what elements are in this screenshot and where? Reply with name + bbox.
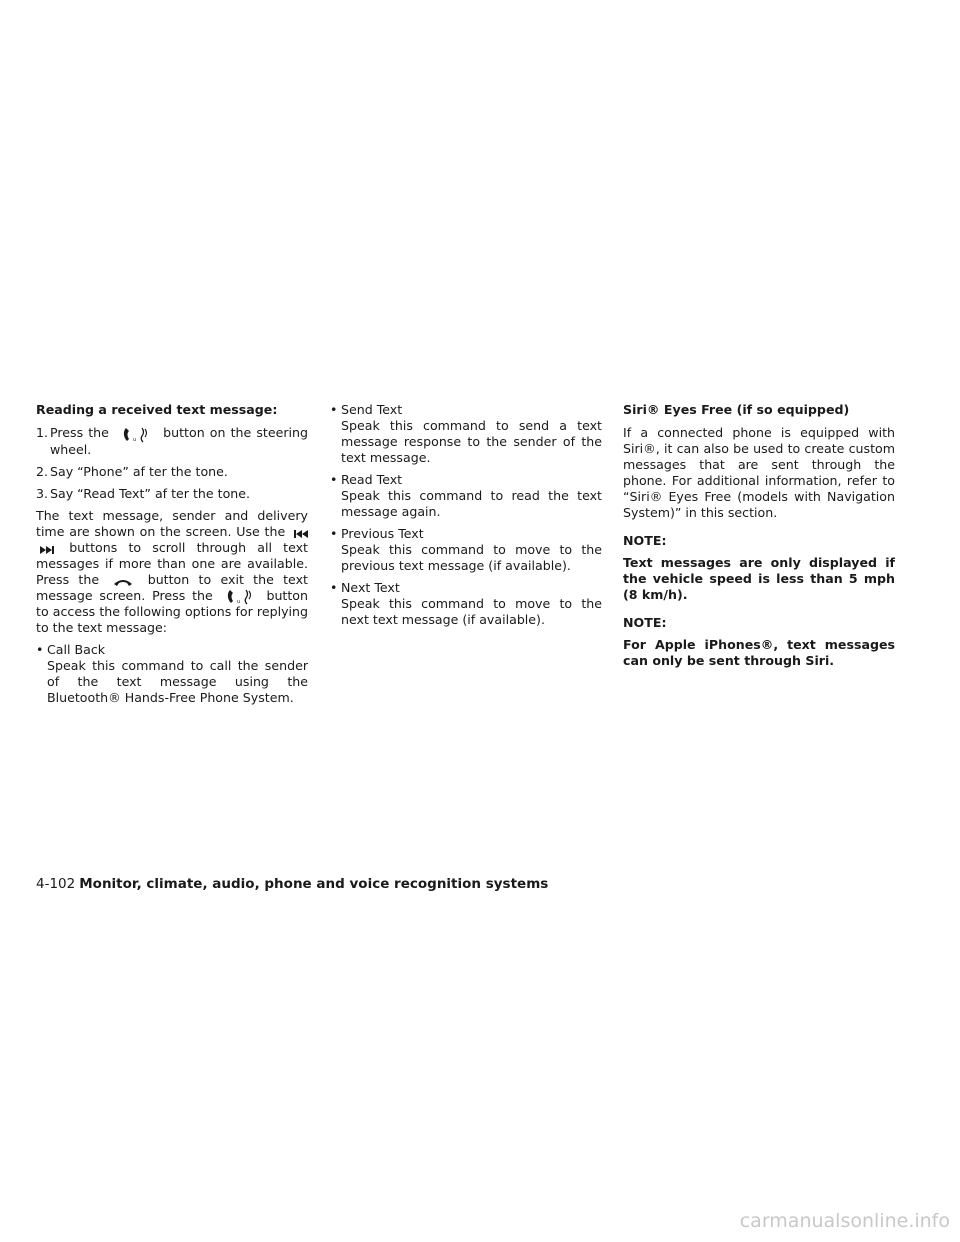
bullet: • (330, 580, 338, 595)
phone-hangup-icon (112, 575, 134, 585)
page-footer (36, 876, 548, 892)
section-heading-reading: Reading a received text message: (36, 402, 278, 417)
page-number: 4-102 (36, 876, 76, 892)
step-number: 1. (36, 425, 49, 440)
skip-next-icon (40, 543, 54, 553)
step-number: 3. (36, 485, 49, 501)
list-item-description: Speak this command to call the sender of the text message using the Bluetooth® Hands-Free Phone System. (47, 658, 308, 705)
step-1 (36, 425, 308, 458)
list-item-description: Speak this command to send a text message response to the sender of the text message. (341, 418, 602, 465)
bullet: • (330, 526, 338, 541)
list-item-title: Read Text (341, 472, 403, 487)
paragraph-text-message: The text message, sender and delivery time are shown on the screen. Use the buttons to scroll through all text messages if more than one are available. Press the button to exit the text message screen. Press the u button to access the following options for replying to the text message: (36, 507, 308, 635)
column-middle (330, 402, 602, 634)
bullet: • (330, 402, 338, 417)
step-text: Say “Read Text” af ter the tone. (50, 485, 251, 501)
list-item-title: Next Text (341, 580, 400, 595)
note-label: NOTE: (623, 533, 667, 548)
watermark: carmanualsonline.info (739, 1210, 950, 1232)
svg-text:u: u (236, 599, 240, 605)
voice-phone-icon (120, 426, 152, 442)
list-item-title: Send Text (341, 402, 403, 417)
list-item-next-text (330, 580, 602, 628)
paragraph-siri: If a connected phone is equipped with Siri®, it can also be used to create custom messages that are sent through the phone. For additional information, refer to “Siri® Eyes Free (models with Navigation System)” in this section. (623, 425, 895, 520)
step-text: Press the (50, 425, 109, 440)
list-item-description: Speak this command to move to the previous text message (if available). (341, 542, 602, 573)
list-item-title: Call Back (47, 642, 106, 657)
step-text: Say “Phone” af ter the tone. (50, 463, 228, 479)
list-item-previous-text (330, 526, 602, 574)
step-text: button on the steering wheel. (50, 425, 308, 457)
list-item-send-text (330, 402, 602, 466)
note-text: For Apple iPhones®, text messages can only be sent through Siri. (623, 637, 895, 668)
skip-previous-icon (294, 527, 308, 537)
section-heading-siri: Siri® Eyes Free (if so equipped) (623, 402, 850, 417)
step-3 (36, 486, 308, 502)
list-item-description: Speak this command to move to the next text message (if available). (341, 596, 602, 627)
list-item-read-text (330, 472, 602, 520)
column-right (623, 402, 895, 675)
list-item-title: Previous Text (341, 526, 424, 541)
column-left (36, 402, 308, 712)
note-text: Text messages are only displayed if the vehicle speed is less than 5 mph (8 km/h). (623, 555, 895, 602)
bullet: • (36, 642, 44, 657)
list-item-call-back (36, 642, 308, 706)
chapter-title: Monitor, climate, audio, phone and voice recognition systems (79, 876, 549, 892)
svg-text:u: u (133, 436, 137, 443)
step-2 (36, 464, 308, 480)
bullet: • (330, 472, 338, 487)
voice-phone-icon (224, 588, 256, 604)
step-number: 2. (36, 463, 49, 479)
list-item-description: Speak this command to read the text message again. (341, 488, 602, 519)
note-label: NOTE: (623, 615, 667, 630)
